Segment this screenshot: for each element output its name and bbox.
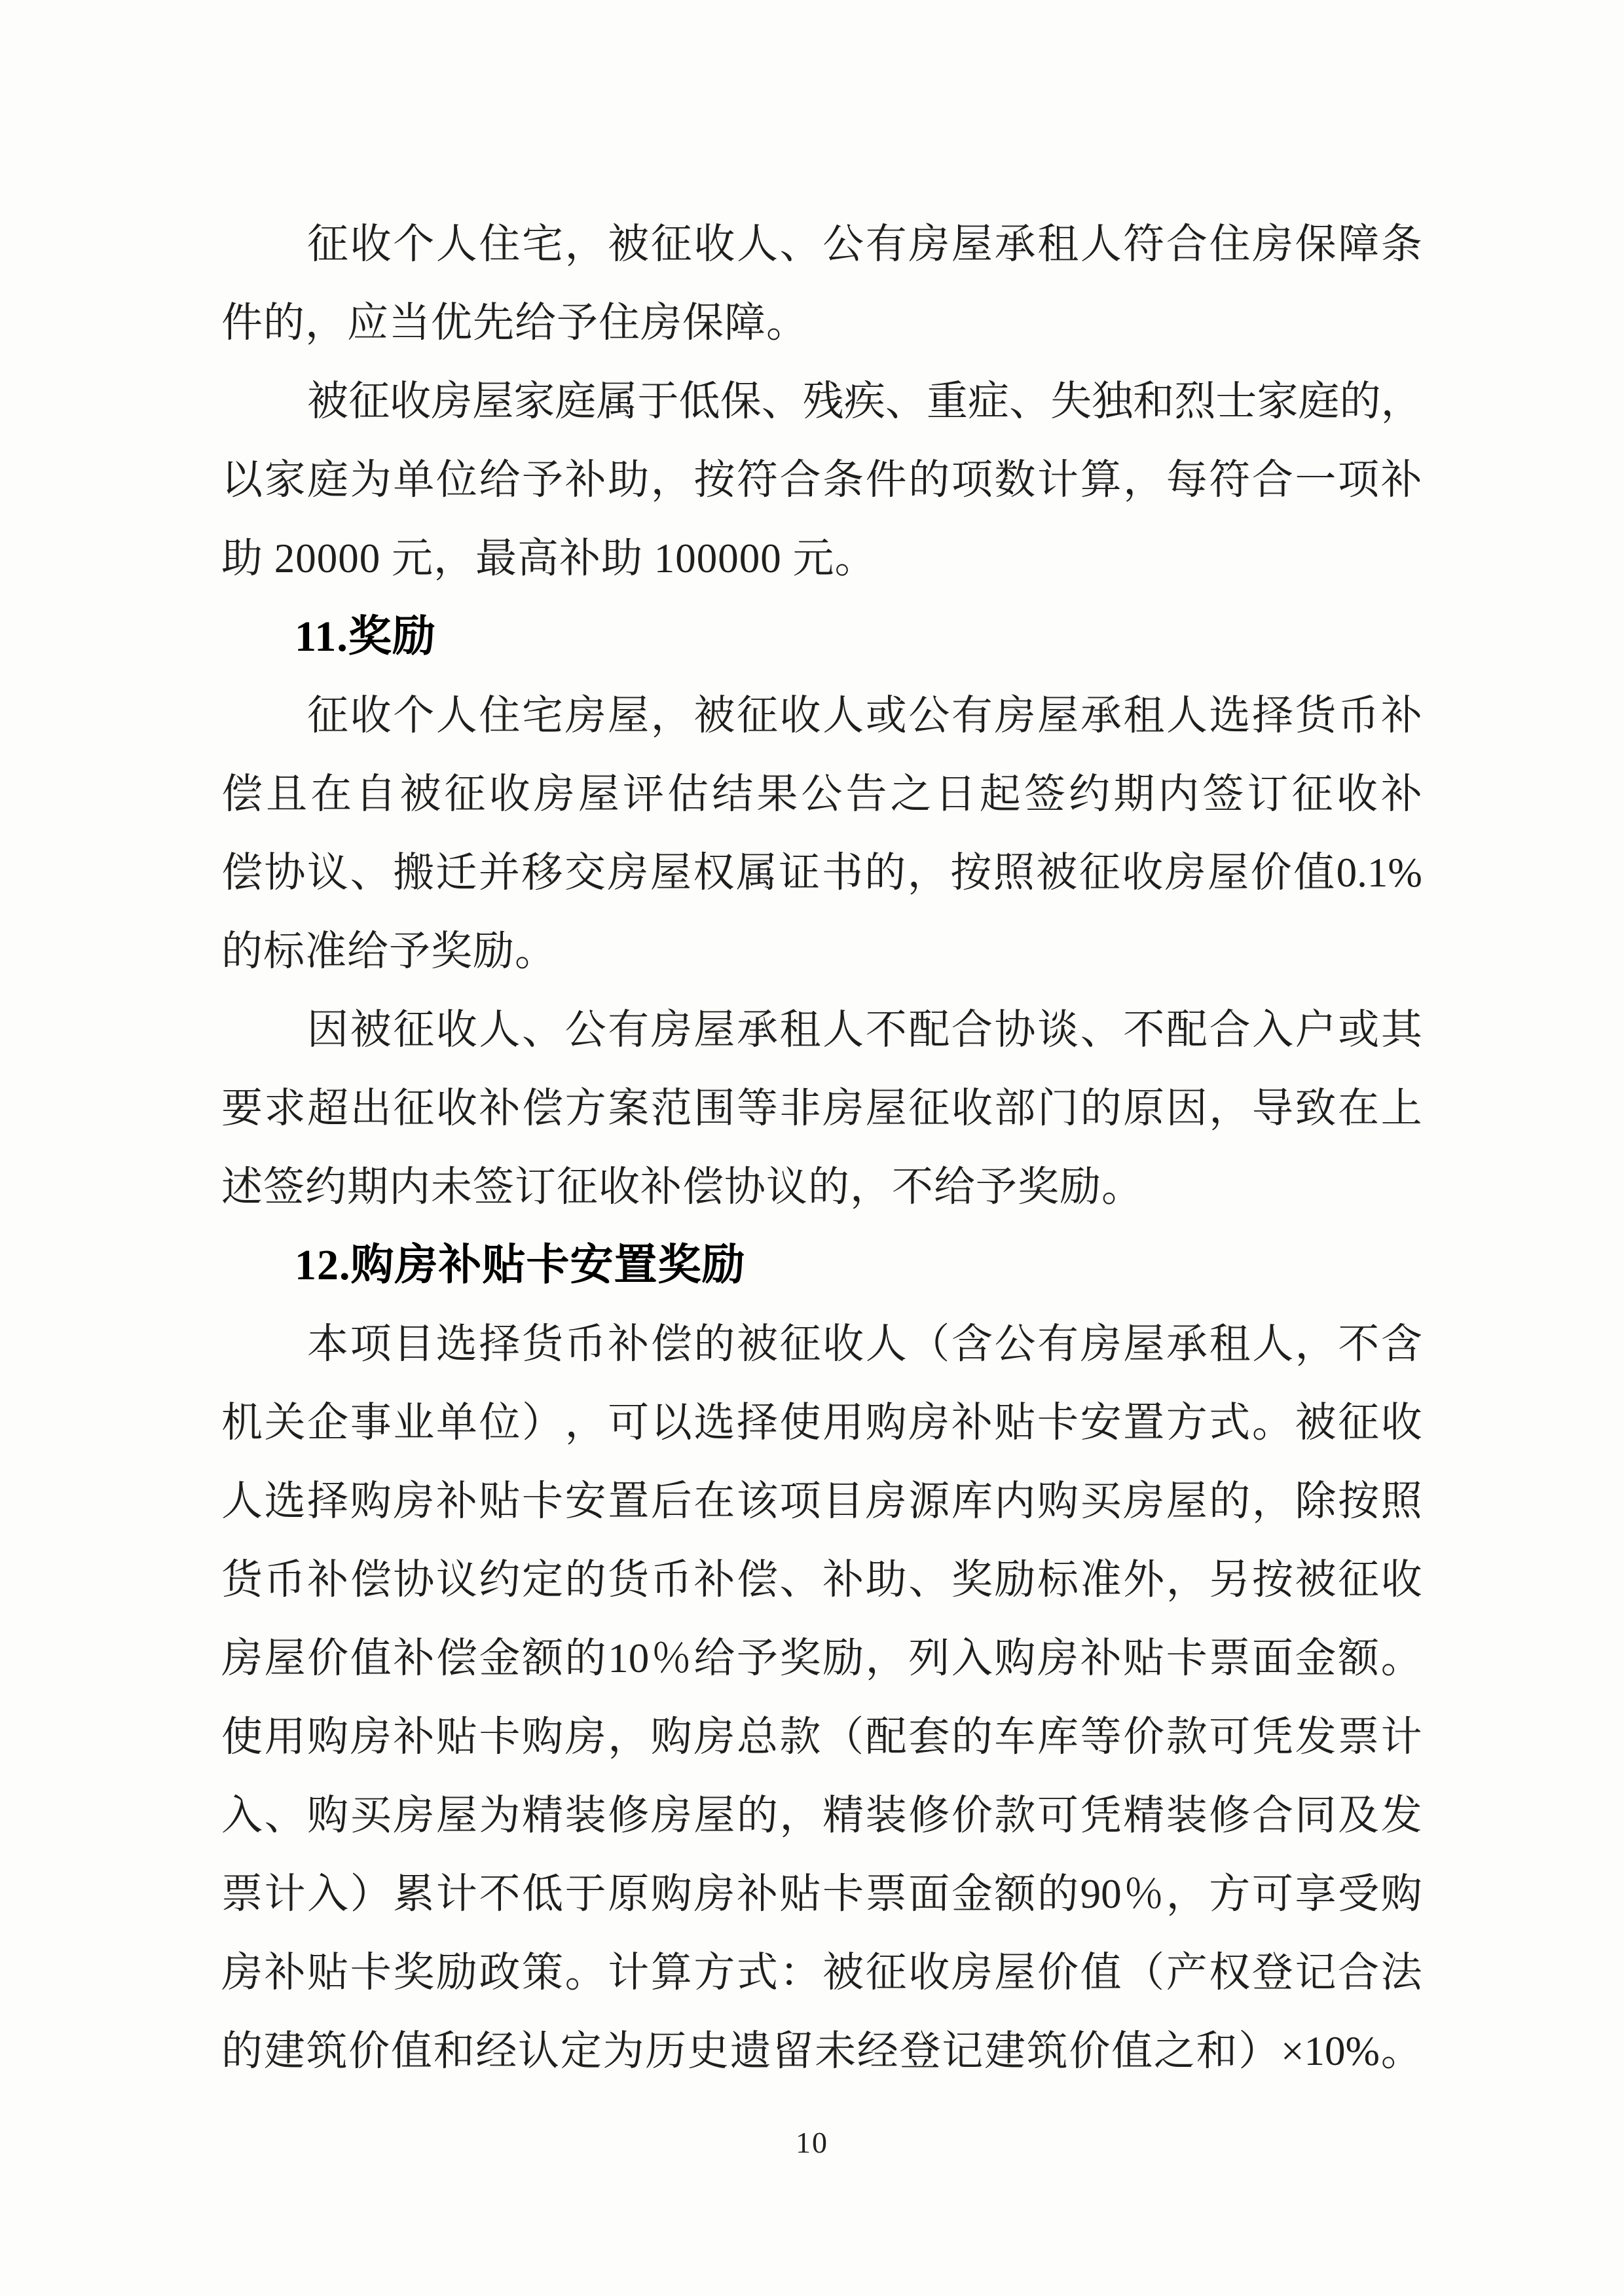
text-line: 因 被 征 收 人 、 公 有 房 屋 承 租 人 不 配 合 协 谈 、 不 配 合 入 户 或 其 [307, 1007, 1422, 1053]
text-line: 件的，应当优先给予住房保障。 [221, 300, 808, 346]
text-line: 货 币 补 偿 协 议 约 定 的 货 币 补 偿 、 补 助 、 奖 励 标 准 外 ， 另 按 被 征 收 [221, 1557, 1422, 1603]
text-line: 使 用 购 房 补 贴 卡 购 房 ， 购 房 总 款 （ 配 套 的 车 库 等 价 款 可 凭 发 票 计 [221, 1714, 1422, 1760]
text-line: 房 屋 价 值 补 偿 金 额 的 10 ％ 给 予 奖 励 ， 列 入 购 房 补 贴 卡 票 面 金 额 。 [221, 1635, 1422, 1681]
text-line: 本 项 目 选 择 货 币 补 偿 的 被 征 收 人 （ 含 公 有 房 屋 承 租 人 ， 不 含 [307, 1321, 1422, 1367]
text-line: 征 收 个 人 住 宅 房 屋 ， 被 征 收 人 或 公 有 房 屋 承 租 人 选 择 货 币 补 [307, 693, 1422, 738]
text-line: 要 求 超 出 征 收 补 偿 方 案 范 围 等 非 房 屋 征 收 部 门 的 原 因 ， 导 致 在 上 [221, 1085, 1422, 1131]
text-line: 人 选 择 购 房 补 贴 卡 安 置 后 在 该 项 目 房 源 库 内 购 买 房 屋 的 ， 除 按 照 [221, 1478, 1422, 1524]
page-number: 10 [796, 2126, 828, 2159]
section-heading-11: 11.奖励 [295, 613, 436, 661]
text-line: 入 、 购 买 房 屋 为 精 装 修 房 屋 的 ， 精 装 修 价 款 可 凭 精 装 修 合 同 及 发 [221, 1793, 1422, 1838]
text-line: 以 家 庭 为 单 位 给 予 补 助 ， 按 符 合 条 件 的 项 数 计 算 ， 每 符 合 一 项 补 [221, 457, 1422, 503]
text-line: 偿 且 在 自 被 征 收 房 屋 评 估 结 果 公 告 之 日 起 签 约 期 内 签 订 征 收 补 [221, 771, 1422, 817]
text-line: 述签约期内未签订征收补偿协议的，不给予奖励。 [221, 1164, 1143, 1210]
text-line: 偿 协 议 、 搬 迁 并 移 交 房 屋 权 属 证 书 的 ， 按 照 被 征 收 房 屋 价 值 0.1% [221, 850, 1422, 896]
text-line: 被 征 收 房 屋 家 庭 属 于 低 保 、 残 疾 、 重 症 、 失 独 和 烈 士 家 庭 的 ， [307, 378, 1422, 424]
text-line: 票 计 入 ） 累 计 不 低 于 原 购 房 补 贴 卡 票 面 金 额 的 90 ％ ， 方 可 享 受 购 [221, 1871, 1422, 1917]
text-line: 征 收 个 人 住 宅 ， 被 征 收 人 、 公 有 房 屋 承 租 人 符 合 住 房 保 障 条 [307, 221, 1422, 267]
text-line: 的标准给予奖励。 [221, 928, 557, 974]
text-line: 助 20000 元，最高补助 100000 元。 [221, 536, 877, 581]
document-body [221, 205, 1422, 2090]
text-line: 房 补 贴 卡 奖 励 政 策 。 计 算 方 式 ： 被 征 收 房 屋 价 值 （ 产 权 登 记 合 法 [221, 1950, 1422, 1995]
text-line: 机 关 企 事 业 单 位 ） ， 可 以 选 择 使 用 购 房 补 贴 卡 安 置 方 式 。 被 征 收 [221, 1400, 1422, 1446]
text-line: 的 建 筑 价 值 和 经 认 定 为 历 史 遗 留 未 经 登 记 建 筑 价 值 之 和 ） ×10% 。 [221, 2028, 1422, 2074]
section-heading-12: 12.购房补贴卡安置奖励 [295, 1241, 746, 1289]
